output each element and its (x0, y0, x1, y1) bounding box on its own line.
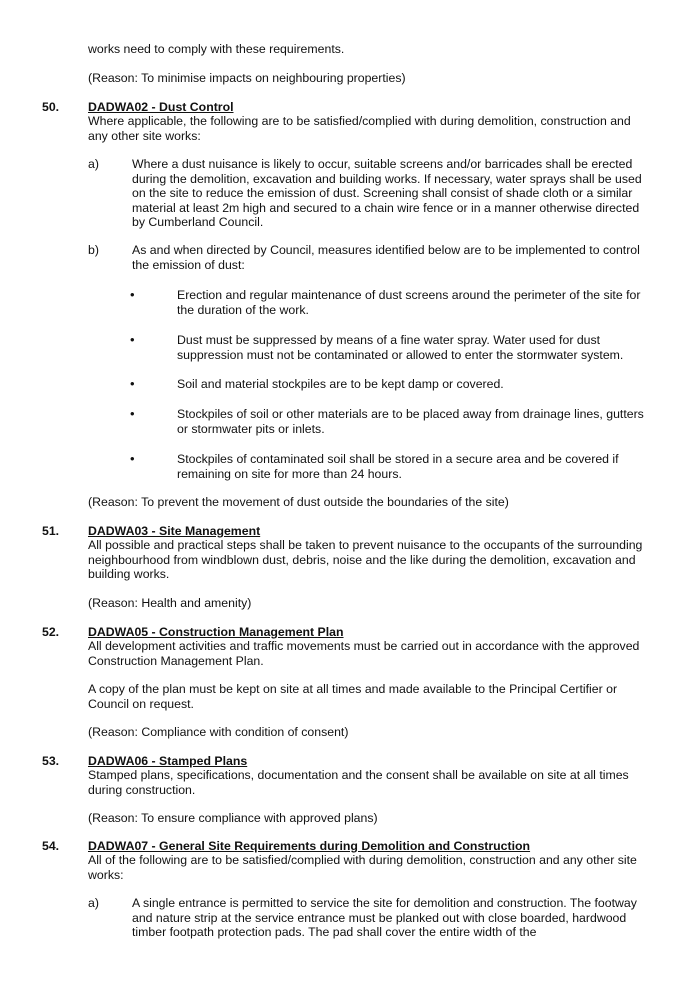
bullet-icon: • (130, 451, 135, 466)
condition-number: 51. (42, 524, 60, 538)
item-text: Where a dust nuisance is likely to occur, suitable screens and/or barricades shall be erected during the demolition, excavation and building works. If necessary, water sprays shall be used on the site to reduce the emission of dust. Screening shall consist of shade cloth or a similar material at least 2m high and secured to a chain wire fence or in a manner otherwise directed by Cumberland Council. (132, 157, 642, 230)
bullet-text: Soil and material stockpiles are to be kept damp or covered. (177, 377, 504, 391)
item-label: a) (88, 896, 99, 910)
condition-number: 52. (42, 625, 60, 639)
item-label: a) (88, 157, 99, 171)
bullet-icon: • (130, 376, 135, 391)
condition-title: DADWA03 - Site Management (88, 524, 261, 538)
condition-title: DADWA06 - Stamped Plans (88, 754, 248, 768)
bullet-icon: • (130, 406, 135, 421)
bullet-text: Erection and regular maintenance of dust screens around the perimeter of the site for the duration of the work. (177, 288, 641, 317)
condition-number: 53. (42, 754, 60, 768)
bullet-icon: • (130, 287, 135, 302)
condition-body: Stamped plans, specifications, documentation and the consent shall be available on site at all times during construction. (88, 768, 629, 797)
condition-title: DADWA02 - Dust Control (88, 100, 234, 114)
condition-reason: (Reason: Health and amenity) (88, 596, 252, 610)
item-text: As and when directed by Council, measures identified below are to be implemented to control the emission of dust: (132, 243, 640, 272)
condition-body: All possible and practical steps shall be taken to prevent nuisance to the occupants of the surrounding neighbourhood from windblown dust, debris, noise and the like during the demolition, excavation and building works. (88, 538, 643, 582)
intro-text: works need to comply with these requirements. (88, 42, 345, 56)
bullet-icon: • (130, 332, 135, 347)
condition-number: 50. (42, 100, 60, 114)
condition-title: DADWA05 - Construction Management Plan (88, 625, 344, 639)
condition-reason: (Reason: Compliance with condition of consent) (88, 725, 349, 739)
bullet-text: Stockpiles of contaminated soil shall be stored in a secure area and be covered if remaining on site for more than 24 hours. (177, 452, 619, 481)
condition-reason: (Reason: To ensure compliance with approved plans) (88, 811, 378, 825)
bullet-text: Dust must be suppressed by means of a fine water spray. Water used for dust suppression must not be contaminated or allowed to enter the stormwater system. (177, 333, 624, 362)
condition-reason: (Reason: To prevent the movement of dust outside the boundaries of the site) (88, 495, 509, 509)
bullet-text: Stockpiles of soil or other materials are to be placed away from drainage lines, gutters or stormwater pits or inlets. (177, 407, 644, 436)
item-text: A single entrance is permitted to service the site for demolition and construction. The footway and nature strip at the service entrance must be planked out with close boarded, hardwood timber footpath protection pads. The pad shall cover the entire width of the (132, 896, 637, 940)
condition-body: Where applicable, the following are to be satisfied/complied with during demolition, construction and any other site works: (88, 114, 631, 143)
intro-reason: (Reason: To minimise impacts on neighbouring properties) (88, 71, 406, 85)
condition-body: All of the following are to be satisfied/complied with during demolition, construction and any other site works: (88, 853, 637, 882)
item-label: b) (88, 243, 99, 257)
condition-body: All development activities and traffic movements must be carried out in accordance with the approved Construction Management Plan. (88, 639, 640, 668)
condition-number: 54. (42, 839, 60, 853)
condition-body-2: A copy of the plan must be kept on site at all times and made available to the Principal Certifier or Council on request. (88, 682, 618, 711)
condition-title: DADWA07 - General Site Requirements during Demolition and Construction (88, 839, 531, 853)
